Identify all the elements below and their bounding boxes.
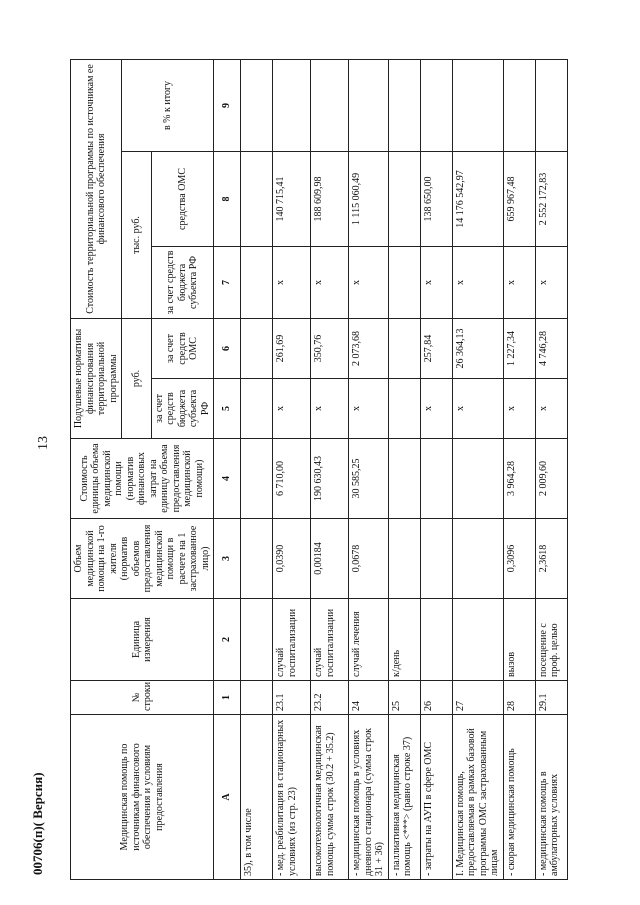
cell-unit <box>420 599 452 681</box>
cell-oms-thousand: 1 115 060,49 <box>349 151 389 246</box>
cell-care-type: - паллиативная медицинская помощь <***> (равно строке 37) <box>388 715 420 880</box>
cell-budget-rub: х <box>452 379 503 439</box>
header-program-cost: Стоимость территориальной программы по источникам ее финансового обеспечения <box>71 59 122 318</box>
cell-care-type: - затраты на АУП в сфере ОМС <box>420 715 452 880</box>
cell-care-type: - мед. реабилитация в стационарных условиях (из стр. 23) <box>273 715 311 880</box>
cell-row-number: 25 <box>388 681 420 715</box>
cell-budget-thousand: х <box>273 246 311 318</box>
index-cell: 8 <box>214 151 241 246</box>
cell-unit: вызов <box>503 599 535 681</box>
header-unit-thousand-rub: тыс. руб. <box>122 151 152 318</box>
cell-budget-thousand: х <box>349 246 389 318</box>
index-cell: 7 <box>214 246 241 318</box>
header-budget-thousand: за счет средств бюджета субъекта РФ <box>151 246 214 318</box>
table-row <box>535 59 567 879</box>
table-row <box>503 59 535 879</box>
table-row <box>388 59 420 879</box>
cell-budget-thousand: х <box>452 246 503 318</box>
header-unit-cost: Стоимость единицы объема медицинской помощи (норматив финансовых затрат на единицу объема предоставления медицинской помощи) <box>71 439 214 519</box>
cell-budget-rub: х <box>349 379 389 439</box>
cell-oms-thousand: 140 715,41 <box>273 151 311 246</box>
index-cell: 1 <box>214 681 241 715</box>
cell-oms-thousand <box>241 151 273 246</box>
table-row <box>311 59 349 879</box>
table-row <box>349 59 389 879</box>
cell-unit: к/день <box>388 599 420 681</box>
cell-row-number: 24 <box>349 681 389 715</box>
header-oms-rub: за счет средств ОМС <box>151 318 214 378</box>
table-row <box>420 59 452 879</box>
cell-budget-thousand: х <box>420 246 452 318</box>
cell-unit: случай госпитализации <box>273 599 311 681</box>
cell-unit <box>452 599 503 681</box>
cell-percent <box>535 59 567 151</box>
cell-budget-rub: х <box>535 379 567 439</box>
cell-row-number: 26 <box>420 681 452 715</box>
cell-volume <box>388 519 420 599</box>
cell-unit-cost: 6 710,00 <box>273 439 311 519</box>
cell-volume: 0,3096 <box>503 519 535 599</box>
cell-oms-rub: 4 746,28 <box>535 318 567 378</box>
cell-row-number <box>241 681 273 715</box>
cell-oms-rub: 350,76 <box>311 318 349 378</box>
cell-oms-thousand: 2 552 172,83 <box>535 151 567 246</box>
cell-percent <box>452 59 503 151</box>
cell-unit-cost: 3 964,28 <box>503 439 535 519</box>
cell-percent <box>420 59 452 151</box>
cell-care-type: I. Медицинская помощь, предоставляемая в рамках базовой программы ОМС застрахованным лицам <box>452 715 503 880</box>
cell-oms-rub: 257,84 <box>420 318 452 378</box>
cell-unit-cost <box>452 439 503 519</box>
cell-percent <box>349 59 389 151</box>
cell-oms-thousand: 14 176 542,97 <box>452 151 503 246</box>
page-number: 13 <box>36 436 51 450</box>
header-percent-total: в % к итогу <box>122 59 214 151</box>
cell-percent <box>388 59 420 151</box>
cell-unit <box>241 599 273 681</box>
cell-oms-rub <box>241 318 273 378</box>
cell-budget-rub <box>241 379 273 439</box>
index-cell: А <box>214 715 241 880</box>
cell-budget-rub: х <box>273 379 311 439</box>
cell-budget-thousand: х <box>503 246 535 318</box>
cell-volume <box>420 519 452 599</box>
cell-oms-rub: 1 227,34 <box>503 318 535 378</box>
cell-unit-cost <box>388 439 420 519</box>
cell-budget-thousand <box>388 246 420 318</box>
index-cell: 4 <box>214 439 241 519</box>
financing-table <box>70 59 568 880</box>
cell-percent <box>311 59 349 151</box>
header-unit: Единица измерения <box>71 599 214 681</box>
cell-budget-rub: х <box>311 379 349 439</box>
cell-volume: 0,00184 <box>311 519 349 599</box>
cell-oms-rub: 26 364,13 <box>452 318 503 378</box>
table-row <box>452 59 503 879</box>
cell-unit-cost <box>420 439 452 519</box>
cell-percent <box>273 59 311 151</box>
cell-volume <box>241 519 273 599</box>
cell-volume <box>452 519 503 599</box>
cell-row-number: 28 <box>503 681 535 715</box>
header-volume-norm: Объем медицинской помощи на 1-го жителя (норматив объемов предоставления медицинской помощи в расчете на 1 застрахованное лицо) <box>71 519 214 599</box>
cell-unit-cost: 190 630,43 <box>311 439 349 519</box>
index-cell: 2 <box>214 599 241 681</box>
cell-oms-thousand: 659 967,48 <box>503 151 535 246</box>
cell-volume: 0,0390 <box>273 519 311 599</box>
index-cell: 5 <box>214 379 241 439</box>
cell-oms-rub: 261,69 <box>273 318 311 378</box>
cell-unit: случай лечения <box>349 599 389 681</box>
cell-volume: 0,0678 <box>349 519 389 599</box>
index-cell: 6 <box>214 318 241 378</box>
cell-unit-cost: 30 585,25 <box>349 439 389 519</box>
cell-row-number: 27 <box>452 681 503 715</box>
cell-care-type: - медицинская помощь в амбулаторных условиях <box>535 715 567 880</box>
cell-care-type: - медицинская помощь в условиях дневного стационара (сумма строк 31 + 36) <box>349 715 389 880</box>
cell-budget-thousand <box>241 246 273 318</box>
cell-budget-rub: х <box>503 379 535 439</box>
cell-row-number: 29.1 <box>535 681 567 715</box>
table-row <box>273 59 311 879</box>
rotated-table-wrapper <box>70 60 580 880</box>
cell-oms-thousand <box>388 151 420 246</box>
header-care-type: Медицинская помощь по источникам финансового обеспечения и условиям предоставления <box>71 715 214 880</box>
cell-unit: посещение с проф. целью <box>535 599 567 681</box>
cell-care-type: высокотехнологичная медицинская помощь сумма строк (30.2 + 35.2) <box>311 715 349 880</box>
cell-percent <box>503 59 535 151</box>
index-cell: 9 <box>214 59 241 151</box>
cell-care-type: - скорая медицинская помощь <box>503 715 535 880</box>
header-unit-rub: руб. <box>122 318 152 438</box>
cell-oms-rub: 2 073,68 <box>349 318 389 378</box>
cell-row-number: 23.1 <box>273 681 311 715</box>
cell-unit-cost <box>241 439 273 519</box>
table-body <box>241 59 568 879</box>
cell-budget-thousand: х <box>311 246 349 318</box>
header-row-number: № строки <box>71 681 214 715</box>
cell-budget-rub: х <box>420 379 452 439</box>
index-cell: 3 <box>214 519 241 599</box>
cell-percent <box>241 59 273 151</box>
cell-unit: случай госпитализации <box>311 599 349 681</box>
cell-oms-thousand: 138 650,00 <box>420 151 452 246</box>
header-budget-rub: за счет средств бюджета субъекта РФ <box>151 379 214 439</box>
cell-volume: 2,3618 <box>535 519 567 599</box>
table-row <box>241 59 273 879</box>
cell-row-number: 23.2 <box>311 681 349 715</box>
header-per-capita-norms: Подушевые нормативы финансирования территориальной программы <box>71 318 122 438</box>
cell-budget-rub <box>388 379 420 439</box>
document-footer: 00706(п)( Версия) <box>30 772 45 875</box>
cell-oms-thousand: 188 609,98 <box>311 151 349 246</box>
header-oms-thousand: средства ОМС <box>151 151 214 246</box>
cell-unit-cost: 2 009,60 <box>535 439 567 519</box>
cell-care-type: 35), в том числе <box>241 715 273 880</box>
cell-oms-rub <box>388 318 420 378</box>
cell-budget-thousand: х <box>535 246 567 318</box>
